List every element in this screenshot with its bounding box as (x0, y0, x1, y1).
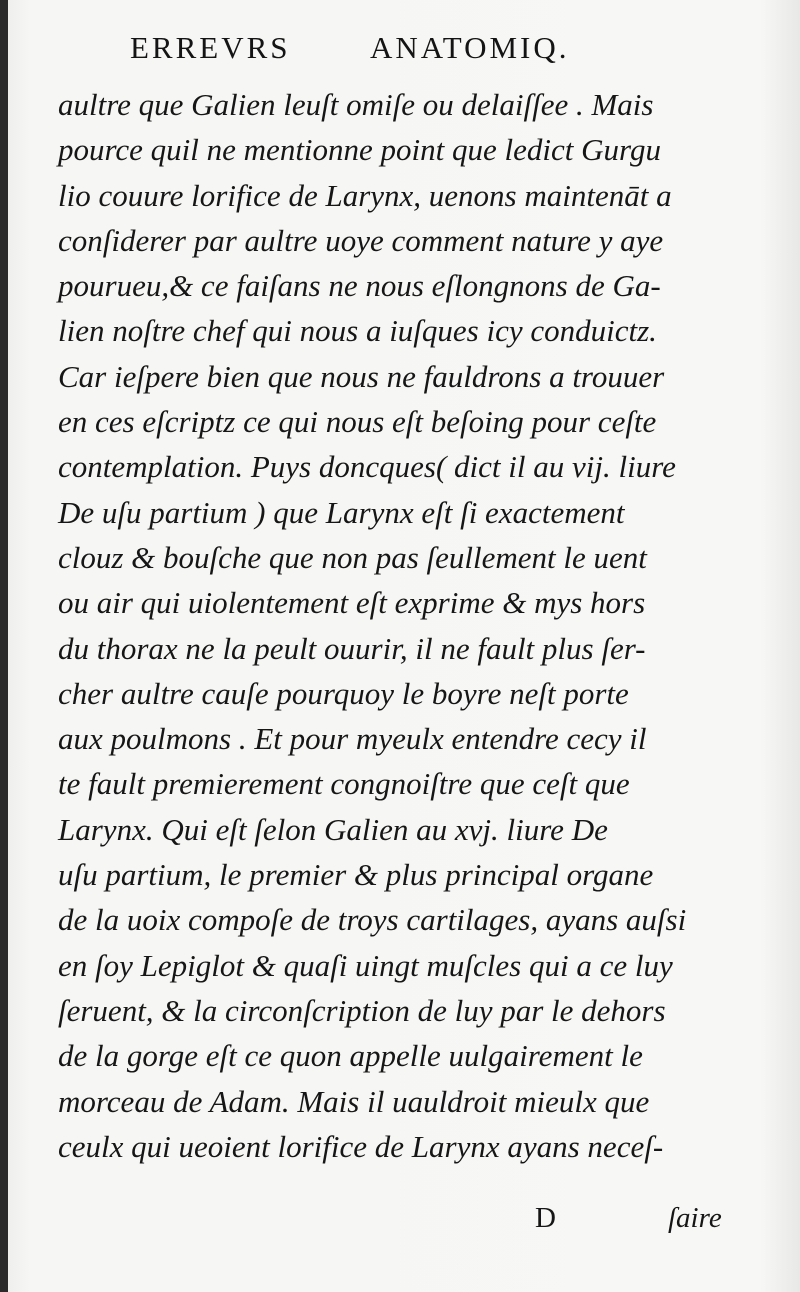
text-line-15: aux poulmons . Et pour myeulx entendre cecy il (58, 721, 647, 757)
text-line-19: de la uoix compoſe de troys cartilages, ayans auſsi (58, 902, 687, 938)
running-head (130, 30, 650, 70)
text-line-6: lien noſtre chef qui nous a iuſques icy conduictz. (58, 313, 657, 349)
text-line-4: conſiderer par aultre uoye comment nature y aye (58, 222, 664, 258)
running-head-left: ERREVRS (130, 30, 291, 65)
text-line-5: pourueu,& ce faiſans ne nous eſlongnons de Ga- (58, 268, 661, 304)
signature-mark: D (535, 1202, 556, 1234)
text-line-20: en ſoy Lepiglot & quaſi uingt muſcles qui a ce luy (58, 947, 673, 983)
text-line-16: te fault premierement congnoiſtre que ceſt que (58, 766, 630, 802)
text-line-3: lio couure lorifice de Larynx, uenons maintenāt a (58, 177, 672, 213)
text-line-22: de la gorge eſt ce quon appelle uulgairement le (58, 1038, 643, 1074)
text-line-21: ſeruent, & la circonſcription de luy par le dehors (58, 992, 666, 1028)
body-text (58, 82, 738, 1169)
text-line-7: Car ieſpere bien que nous ne fauldrons a trouuer (58, 358, 665, 394)
text-line-10: De uſu partium ) que Larynx eſt ſi exactement (58, 494, 625, 530)
text-line-12: ou air qui uiolentement eſt exprime & mys hors (58, 585, 646, 621)
page-gutter-shadow (0, 0, 8, 1292)
text-line-14: cher aultre cauſe pourquoy le boyre neſt porte (58, 675, 629, 711)
running-head-right: ANATOMIQ. (370, 30, 570, 65)
text-line-9: contemplation. Puys doncques( dict il au vij. liure (58, 449, 676, 485)
text-line-24: ceulx qui ueoient lorifice de Larynx ayans neceſ- (58, 1128, 664, 1164)
text-line-23: morceau de Adam. Mais il uauldroit mieulx que (58, 1083, 650, 1119)
text-line-2: pource quil ne mentionne point que ledict Gurgu (58, 132, 661, 168)
catchword: ſaire (668, 1202, 722, 1234)
direction-line (0, 1202, 800, 1242)
text-line-1: aultre que Galien leuſt omiſe ou delaiſſee . Mais (58, 87, 654, 122)
text-line-11: clouz & bouſche que non pas ſeullement le uent (58, 539, 647, 575)
text-line-17: Larynx. Qui eſt ſelon Galien au xvj. liure De (58, 811, 608, 847)
text-line-18: uſu partium, le premier & plus principal organe (58, 857, 654, 893)
text-line-8: en ces eſcriptz ce qui nous eſt beſoing pour ceſte (58, 404, 657, 440)
text-line-13: du thorax ne la peult ouurir, il ne fault plus ſer- (58, 630, 646, 666)
